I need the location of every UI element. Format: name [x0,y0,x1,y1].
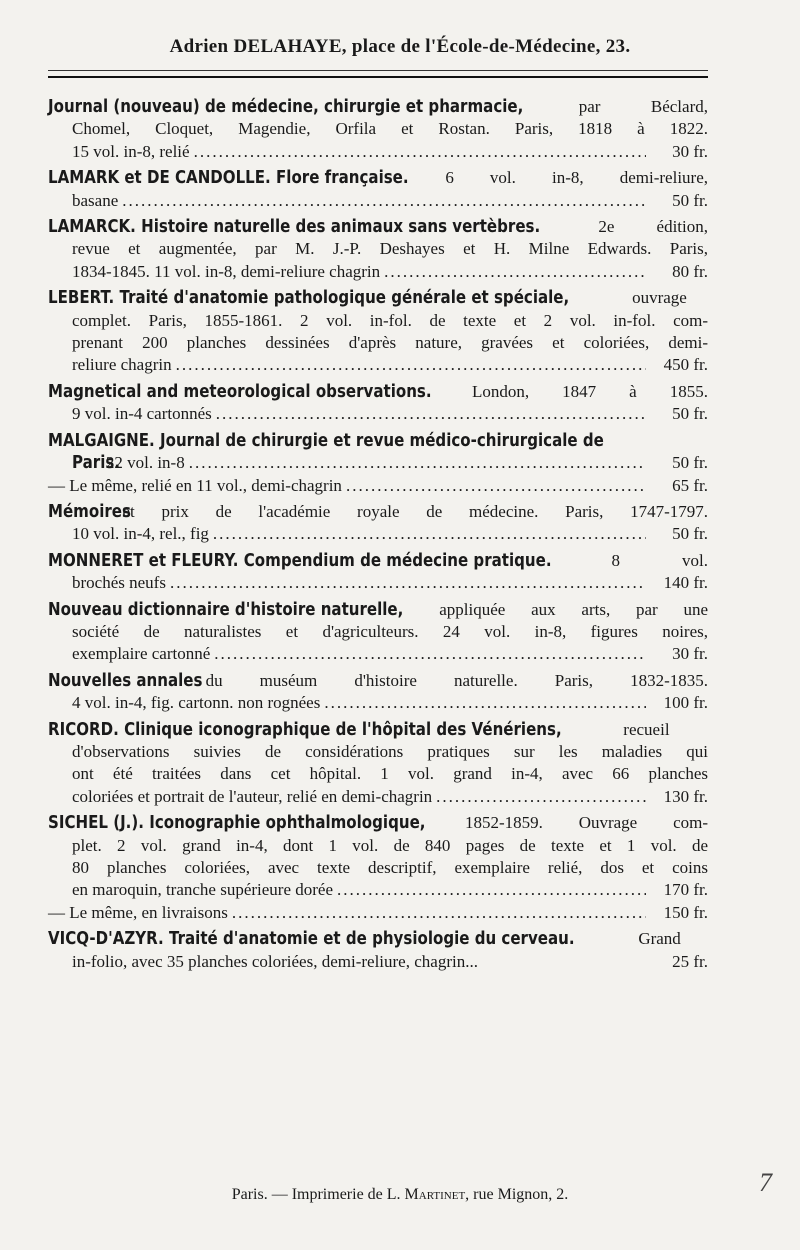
page-header: Adrien DELAHAYE, place de l'École-de-Médecine, 23. [169,36,631,57]
entry-text: appliquée aux arts, par une [439,599,708,619]
entry-line [48,763,708,785]
entry-price: 140 fr. [663,573,708,593]
entry-price: 25 fr. [672,951,708,971]
printer-imprint [0,1186,800,1204]
imprint-prefix: Paris. — Imprimerie de L. [231,1186,405,1203]
imprint-printer-name: Martinet [404,1186,466,1203]
catalogue-entry [48,550,708,595]
entry-title: MONNERET et FLEURY. Compendium de médecine pratique. [48,550,552,571]
entry-text: in-folio, avec 35 planches coloriées, demi-reliure, chagrin... [72,951,478,971]
catalogue-entry [48,430,708,497]
entry-text: brochés neufs [72,573,166,593]
entry-title: RICORD. Clinique iconographique de l'hôpital des Vénériens, [48,719,562,740]
dot-leader [216,403,646,425]
entry-text: 22 vol. in-8 [105,453,185,473]
entry-text: Chomel, Cloquet, Magendie, Orfila et Rostan. Paris, 1818 à 1822. [72,119,708,139]
entry-text: 80 planches coloriées, avec texte descriptif, exemplaire relié, dos et coins [72,858,708,877]
entry-text: 15 vol. in-8, relié [72,141,190,161]
entry-text: 1852-1859. Ouvrage com- [464,813,708,833]
entry-price: 130 fr. [663,786,708,806]
entry-text: reliure chagrin [72,355,172,375]
entry-text: 4 vol. in-4, fig. cartonn. non rognées [72,693,321,713]
entry-line [48,354,708,376]
entry-text: Grand [638,929,681,949]
entry-price: 80 fr. [672,261,708,281]
entry-price: 50 fr. [672,453,708,473]
entry-title: Magnetical and meteorological observations. [48,381,432,402]
entry-line [48,238,708,260]
dot-leader [194,141,646,163]
catalogue-entry [48,216,708,283]
entry-text: recueil [623,719,670,739]
dot-leader [324,692,646,714]
entry-line [48,951,708,973]
entry-line [48,550,708,572]
entry-line [48,381,708,403]
catalogue-entry [48,501,708,546]
entry-title: LAMARK et DE CANDOLLE. Flore française. [48,168,409,189]
entry-text: complet. Paris, 1855-1861. 2 vol. in-fol. de texte et 2 vol. in-fol. com- [72,310,708,330]
entry-text: ouvrage [632,288,687,308]
catalogue-entry [48,670,708,715]
entry-line [48,403,708,425]
entry-line [48,812,708,834]
entry-line [48,621,708,643]
entry-text: London, 1847 à 1855. [472,381,708,401]
entry-text: société de naturalistes et d'agriculteurs. 24 vol. in-8, figures noires, [72,621,708,641]
entry-price: 150 fr. [663,902,708,922]
entry-text: 2e édition, [598,217,708,237]
entry-text: revue et augmentée, par M. J.-P. Deshayes et H. Milne Edwards. Paris, [72,239,708,259]
dot-leader [170,572,646,594]
header-rule-thick [48,76,708,78]
entry-text: basane [72,190,119,210]
catalogue-entry [48,812,708,924]
entry-line [48,332,708,354]
dot-leader [436,786,646,808]
entry-line [48,692,708,714]
entry-line [48,572,708,594]
entry-text: du muséum d'histoire naturelle. Paris, 1832-1835. [205,670,708,690]
entry-price: 450 fr. [663,355,708,375]
entry-price: 65 fr. [672,475,708,495]
entry-line [48,475,708,497]
entry-text: par Béclard, [578,97,708,116]
entry-line [48,190,708,212]
entry-line [48,786,708,808]
entry-line [48,141,708,163]
entry-title: LEBERT. Traité d'anatomie pathologique générale et spéciale, [48,288,570,309]
entry-title: MALGAIGNE. Journal de chirurgie et revue médico-chirurgicale de [48,430,604,451]
entry-text: prenant 200 planches dessinées d'après nature, gravées et coloriées, demi- [72,333,708,353]
entry-line [48,310,708,332]
entry-text: 10 vol. in-4, rel., fig [72,524,209,544]
dot-leader [122,190,646,212]
entry-text: 6 vol. in-8, demi-reliure, [445,168,708,188]
catalogue-entry [48,719,708,809]
entry-line [48,430,708,452]
header-rule-thin [48,70,708,71]
imprint-suffix: , rue Mignon, 2. [465,1186,569,1203]
entry-title: Nouvelles annales [48,670,203,691]
entry-price: 50 fr. [672,524,708,544]
dot-leader [214,643,646,665]
entry-line [48,523,708,545]
catalogue-entry [48,928,708,973]
dot-leader [384,261,646,283]
entry-line [48,287,708,309]
entry-line [48,452,708,474]
entry-line [48,835,708,857]
dot-leader [213,523,646,545]
entry-title: Journal (nouveau) de médecine, chirurgie et pharmacie, [48,97,524,117]
entry-price: 100 fr. [663,693,708,713]
entry-text: 9 vol. in-4 cartonnés [72,404,212,424]
entry-line [48,261,708,283]
entry-text: — Le même, en livraisons [48,902,228,922]
entry-line [48,96,708,118]
entry-title: Mémoires [48,501,131,522]
entry-line [48,670,708,692]
entry-title: SICHEL (J.). Iconographie ophthalmologique, [48,813,426,834]
entry-text: — Le même, relié en 11 vol., demi-chagrin [48,475,342,495]
entry-text: ont été traitées dans cet hôpital. 1 vol. grand in-4, avec 66 planches [72,764,708,784]
entry-line [48,643,708,665]
entry-line [48,118,708,140]
entry-title: LAMARCK. Histoire naturelle des animaux sans vertèbres. [48,217,541,238]
entry-text: plet. 2 vol. grand in-4, dont 1 vol. de 840 pages de texte et 1 vol. de [72,835,708,855]
dot-leader [176,354,646,376]
entry-line [48,719,708,741]
entry-line [48,501,708,523]
dot-leader [189,452,646,474]
entry-line [48,902,708,924]
entry-price: 50 fr. [672,404,708,424]
handwritten-margin-mark: 7 [759,1168,772,1197]
entry-line [48,167,708,189]
entry-price: 30 fr. [672,644,708,664]
catalogue-entry [48,287,708,377]
entry-price: 30 fr. [672,141,708,161]
entry-line [48,741,708,763]
entry-line [48,857,708,879]
catalogue-entries [48,96,708,977]
entry-price: 170 fr. [663,880,708,900]
entry-text: en maroquin, tranche supérieure dorée [72,880,334,900]
entry-price: 50 fr. [672,190,708,210]
entry-title: Paris. [72,453,121,474]
entry-line [48,216,708,238]
catalogue-entry [48,96,708,163]
catalogue-entry [48,381,708,426]
entry-title: Nouveau dictionnaire d'histoire naturelle, [48,599,404,620]
dot-leader [346,475,646,497]
entry-text: coloriées et portrait de l'auteur, relié en demi-chagrin [72,786,433,806]
catalogue-entry [48,599,708,666]
entry-line [48,928,708,950]
catalogue-entry [48,167,708,212]
entry-text: 8 vol. [611,550,708,570]
entry-line [48,599,708,621]
dot-leader [337,879,646,901]
entry-line [48,879,708,901]
entry-text: d'observations suivies de considérations pratiques sur les maladies qui [72,741,708,761]
entry-text: et prix de l'académie royale de médecine. Paris, 1747-1797. [122,501,708,521]
entry-text: exemplaire cartonné [72,644,211,664]
entry-text: 1834-1845. 11 vol. in-8, demi-reliure chagrin [72,261,381,281]
dot-leader [232,902,646,924]
entry-title: VICQ-D'AZYR. Traité d'anatomie et de physiologie du cerveau. [48,929,575,950]
